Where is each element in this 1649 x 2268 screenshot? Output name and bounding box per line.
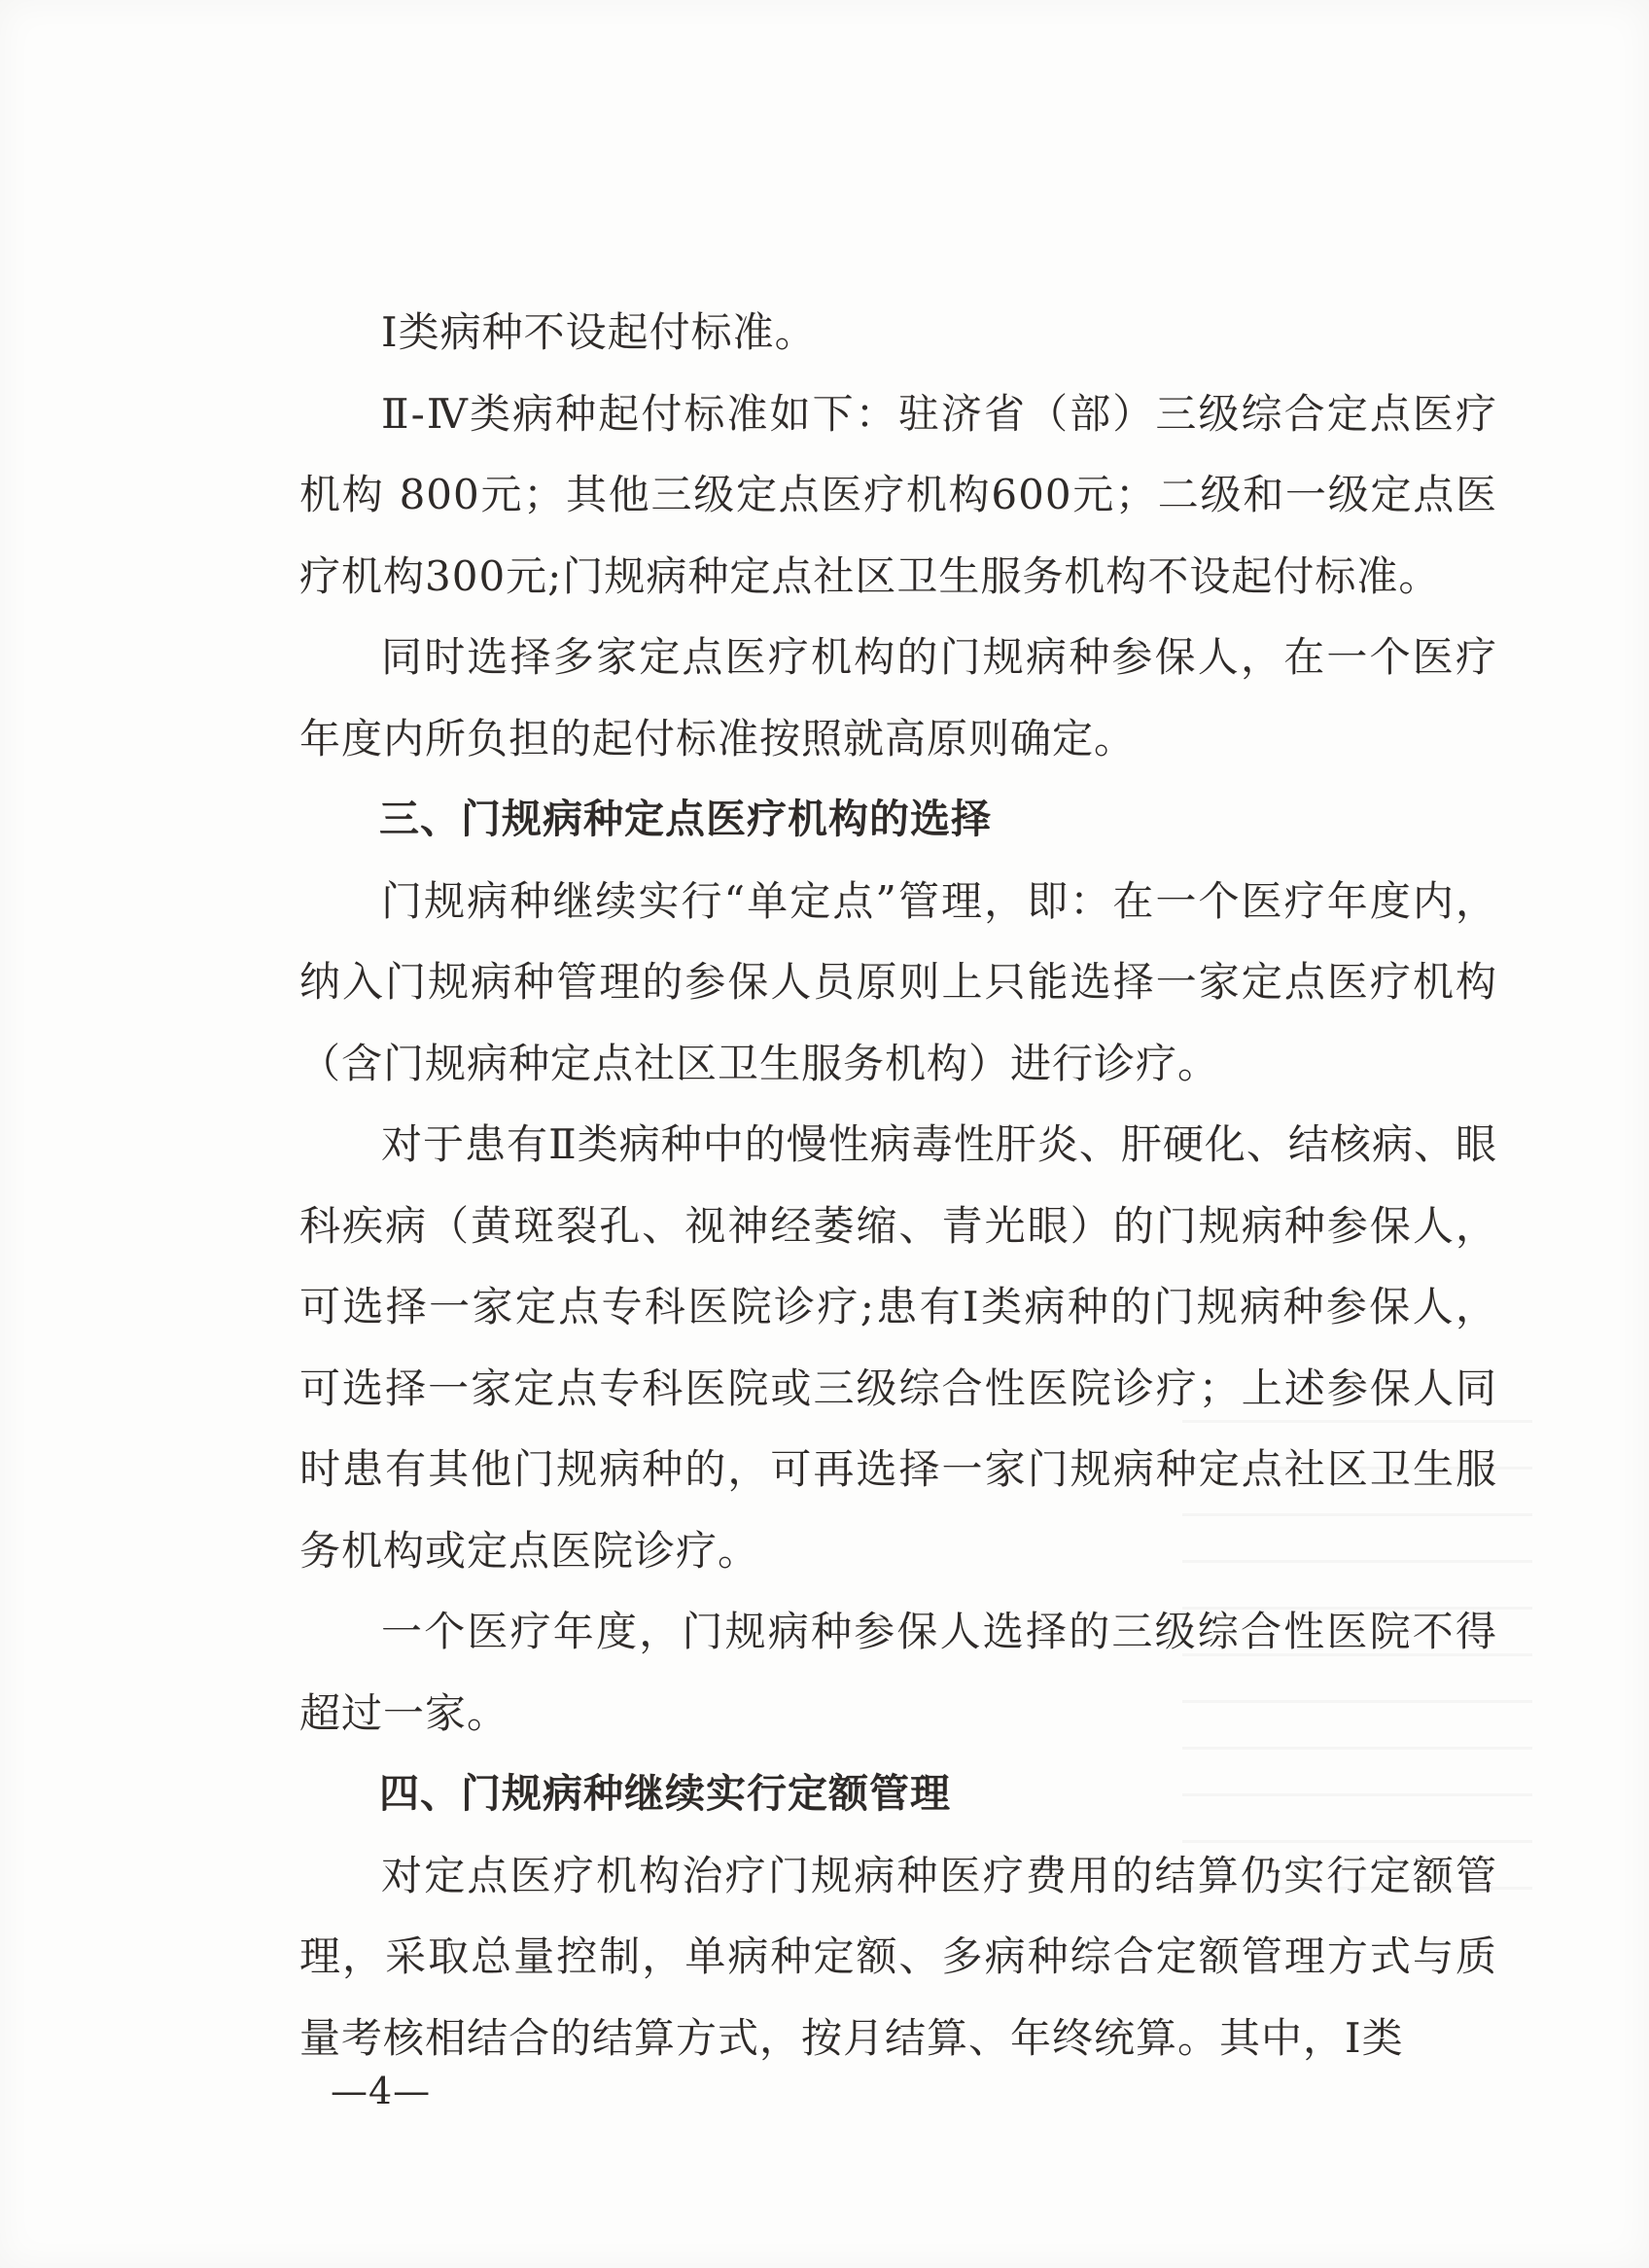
paragraph-specialty-hospitals: 对于患有Ⅱ类病种中的慢性病毒性肝炎、肝硬化、结核病、眼科疾病（黄斑裂孔、视神经萎缩、青光眼）的门规病种参保人，可选择一家定点专科医院诊疗;患有Ⅰ类病种的门规病种参保人，可选择一家定点专科医院或三级综合性医院诊疗；上述参保人同时患有其他门规病种的，可再选择一家门规病种定点社区卫生服务机构或定点医院诊疗。: [299, 1120, 1497, 1575]
section-heading-3: 三、门规病种定点医疗机构的选择: [379, 796, 992, 842]
paragraph-single-designation: 门规病种继续实行“单定点”管理，即：在一个医疗年度内，纳入门规病种管理的参保人员原则上只能选择一家定点医疗机构（含门规病种定点社区卫生服务机构）进行诊疗。: [299, 876, 1497, 1087]
body-text: [299, 292, 1497, 2078]
page-number: —4—: [331, 2070, 432, 2112]
section-heading-4: 四、门规病种继续实行定额管理: [379, 1770, 951, 1817]
paragraph-multiple-institutions: 同时选择多家定点医疗机构的门规病种参保人，在一个医疗年度内所负担的起付标准按照就高原则确定。: [299, 633, 1497, 762]
paragraph-class-i-threshold: Ⅰ类病种不设起付标准。: [381, 308, 817, 356]
paragraph-class-ii-iv-threshold: Ⅱ-Ⅳ类病种起付标准如下：驻济省（部）三级综合定点医疗机构 800元；其他三级定点医疗机构600元；二级和一级定点医疗机构300元;门规病种定点社区卫生服务机构不设起付标准。: [299, 389, 1497, 600]
paragraph-tertiary-limit: 一个医疗年度，门规病种参保人选择的三级综合性医院不得超过一家。: [299, 1608, 1497, 1737]
paragraph-quota-management: 对定点医疗机构治疗门规病种医疗费用的结算仍实行定额管理，采取总量控制，单病种定额、多病种综合定额管理方式与质量考核相结合的结算方式，按月结算、年终统算。其中，Ⅰ类: [299, 1851, 1497, 2062]
